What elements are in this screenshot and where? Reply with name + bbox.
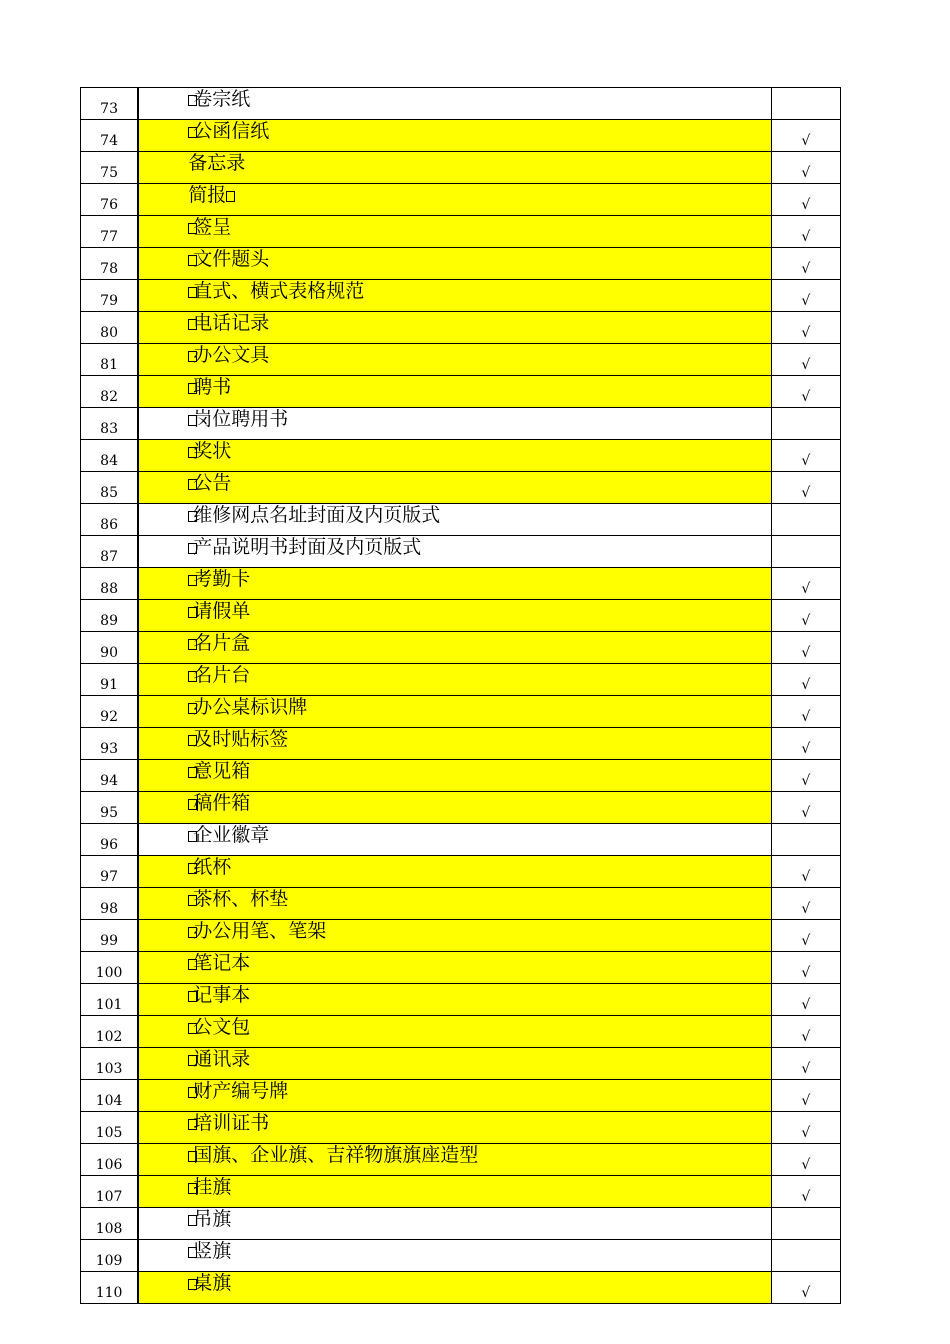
item-name-label: 签呈 (193, 216, 232, 238)
item-name-cell (138, 984, 771, 1016)
item-name-label: 办公文具 (193, 344, 270, 366)
item-name-cell (138, 88, 771, 120)
item-name-cell (138, 888, 771, 920)
checkmark-cell: √ (771, 120, 840, 152)
row-number: 110 (81, 1272, 139, 1304)
item-name-cell (138, 920, 771, 952)
table-row (81, 952, 841, 984)
table-row (81, 888, 841, 920)
item-name-label: 备忘录 (188, 152, 246, 174)
row-number: 95 (81, 792, 139, 824)
row-number: 85 (81, 472, 139, 504)
item-name-label: 通讯录 (193, 1048, 251, 1070)
item-name-label: 办公用笔、笔架 (193, 920, 327, 942)
item-name-label: 办公桌标识牌 (193, 696, 308, 718)
table-row (81, 824, 841, 856)
item-name-cell (138, 216, 771, 248)
table-row (81, 184, 841, 216)
row-number: 108 (81, 1208, 139, 1240)
item-name-cell (138, 184, 771, 216)
checkmark-cell: √ (771, 472, 840, 504)
item-name-cell (138, 248, 771, 280)
row-number: 107 (81, 1176, 139, 1208)
row-number: 104 (81, 1080, 139, 1112)
row-number: 102 (81, 1016, 139, 1048)
item-name-label: 考勤卡 (193, 568, 251, 590)
item-name-label: 维修网点名址封面及内页版式 (193, 504, 441, 526)
checkmark-cell: √ (771, 1080, 840, 1112)
item-name-label: 意见箱 (193, 760, 251, 782)
table-row (81, 568, 841, 600)
row-number: 87 (81, 536, 139, 568)
item-name-cell (138, 376, 771, 408)
table-row (81, 792, 841, 824)
checkmark-cell: √ (771, 600, 840, 632)
checkmark-cell: √ (771, 696, 840, 728)
table-row (81, 1144, 841, 1176)
item-name-cell (138, 664, 771, 696)
item-name-label: 公函信纸 (193, 120, 270, 142)
item-name-label: 卷宗纸 (193, 88, 251, 110)
row-number: 89 (81, 600, 139, 632)
checkmark-cell: √ (771, 248, 840, 280)
item-name-cell (138, 568, 771, 600)
item-name-cell (138, 536, 771, 568)
item-name-cell (138, 1080, 771, 1112)
table-row (81, 696, 841, 728)
item-name-cell (138, 504, 771, 536)
row-number: 76 (81, 184, 139, 216)
row-number: 98 (81, 888, 139, 920)
checkmark-cell: √ (771, 152, 840, 184)
item-name-cell (138, 856, 771, 888)
checkmark-cell: √ (771, 632, 840, 664)
item-name-cell (138, 1016, 771, 1048)
item-name-cell (138, 120, 771, 152)
item-name-label: 挂旗 (193, 1176, 232, 1198)
row-number: 99 (81, 920, 139, 952)
table-row (81, 312, 841, 344)
table-row (81, 344, 841, 376)
checkmark-cell: √ (771, 1112, 840, 1144)
item-name-cell (138, 312, 771, 344)
item-name-label: 公文包 (193, 1016, 251, 1038)
item-name-cell (138, 1272, 771, 1304)
item-name-label: 培训证书 (193, 1112, 270, 1134)
item-name-label: 岗位聘用书 (193, 408, 289, 430)
item-name-cell (138, 824, 771, 856)
table-row (81, 280, 841, 312)
item-name-cell (138, 1176, 771, 1208)
item-name-label: 记事本 (193, 984, 251, 1006)
item-name-label: 竖旗 (193, 1240, 232, 1262)
row-number: 79 (81, 280, 139, 312)
table-row (81, 1016, 841, 1048)
row-number: 100 (81, 952, 139, 984)
table-row (81, 1240, 841, 1272)
row-number: 101 (81, 984, 139, 1016)
checkmark-cell (771, 536, 840, 568)
checkmark-cell: √ (771, 344, 840, 376)
item-name-label: 笔记本 (193, 952, 251, 974)
checkmark-cell: √ (771, 888, 840, 920)
item-name-cell (138, 1144, 771, 1176)
checkmark-cell: √ (771, 952, 840, 984)
row-number: 78 (81, 248, 139, 280)
row-number: 105 (81, 1112, 139, 1144)
checkmark-cell (771, 1208, 840, 1240)
table-row (81, 760, 841, 792)
item-name-cell (138, 1048, 771, 1080)
item-name-cell (138, 1208, 771, 1240)
table-row (81, 1112, 841, 1144)
table-row (81, 120, 841, 152)
table-row (81, 248, 841, 280)
table-row (81, 408, 841, 440)
row-number: 103 (81, 1048, 139, 1080)
table-body (81, 88, 841, 1304)
item-name-cell (138, 792, 771, 824)
item-name-label: 文件题头 (193, 248, 270, 270)
item-name-label: 公告 (193, 472, 232, 494)
item-name-label: 电话记录 (193, 312, 270, 334)
table-row (81, 984, 841, 1016)
table-row (81, 504, 841, 536)
item-name-label: 稿件箱 (193, 792, 251, 814)
table-row (81, 664, 841, 696)
row-number: 109 (81, 1240, 139, 1272)
item-name-cell (138, 952, 771, 984)
table-row (81, 632, 841, 664)
table-row (81, 856, 841, 888)
checkmark-cell: √ (771, 1272, 840, 1304)
checkmark-cell: √ (771, 440, 840, 472)
item-name-label: 及时贴标签 (193, 728, 289, 750)
checkmark-cell: √ (771, 856, 840, 888)
checkmark-cell: √ (771, 1048, 840, 1080)
item-name-label: 国旗、企业旗、吉祥物旗旗座造型 (193, 1144, 479, 1166)
row-number: 82 (81, 376, 139, 408)
row-number: 96 (81, 824, 139, 856)
checkmark-cell: √ (771, 376, 840, 408)
table-row (81, 728, 841, 760)
item-name-cell (138, 760, 771, 792)
row-number: 94 (81, 760, 139, 792)
table-row (81, 440, 841, 472)
item-name-label: 吊旗 (193, 1208, 232, 1230)
table-row (81, 216, 841, 248)
item-name-cell (138, 1240, 771, 1272)
table-row (81, 1208, 841, 1240)
placeholder-box-icon (226, 191, 235, 202)
row-number: 93 (81, 728, 139, 760)
row-number: 74 (81, 120, 139, 152)
item-name-label: 桌旗 (193, 1272, 232, 1294)
row-number: 88 (81, 568, 139, 600)
row-number: 84 (81, 440, 139, 472)
row-number: 75 (81, 152, 139, 184)
item-name-label: 聘书 (193, 376, 232, 398)
row-number: 97 (81, 856, 139, 888)
row-number: 106 (81, 1144, 139, 1176)
checkmark-cell: √ (771, 728, 840, 760)
item-name-label: 茶杯、杯垫 (193, 888, 289, 910)
item-name-cell (138, 408, 771, 440)
table-row (81, 920, 841, 952)
row-number: 83 (81, 408, 139, 440)
checkmark-cell (771, 504, 840, 536)
item-name-label: 直式、横式表格规范 (193, 280, 365, 302)
checkmark-cell: √ (771, 1016, 840, 1048)
item-name-label: 请假单 (193, 600, 251, 622)
item-name-cell (138, 344, 771, 376)
checkmark-cell: √ (771, 920, 840, 952)
item-checklist-table (80, 87, 841, 1304)
row-number: 81 (81, 344, 139, 376)
checkmark-cell: √ (771, 1144, 840, 1176)
item-name-cell (138, 1112, 771, 1144)
item-name-label: 名片台 (193, 664, 251, 686)
item-name-label: 简报 (188, 184, 227, 206)
row-number: 90 (81, 632, 139, 664)
table-row (81, 376, 841, 408)
item-name-cell (138, 472, 771, 504)
row-number: 86 (81, 504, 139, 536)
table-row (81, 1048, 841, 1080)
table-row (81, 1272, 841, 1304)
checkmark-cell: √ (771, 664, 840, 696)
checkmark-cell: √ (771, 312, 840, 344)
row-number: 80 (81, 312, 139, 344)
checkmark-cell: √ (771, 984, 840, 1016)
item-name-cell (138, 728, 771, 760)
checkmark-cell: √ (771, 760, 840, 792)
item-name-cell (138, 280, 771, 312)
checkmark-cell: √ (771, 184, 840, 216)
item-name-label: 产品说明书封面及内页版式 (193, 536, 422, 558)
table-row (81, 472, 841, 504)
table-row (81, 88, 841, 120)
table-row (81, 152, 841, 184)
item-name-cell (138, 632, 771, 664)
item-name-label: 纸杯 (193, 856, 232, 878)
item-name-cell (138, 696, 771, 728)
table-row (81, 1080, 841, 1112)
checkmark-cell (771, 824, 840, 856)
checkmark-cell (771, 408, 840, 440)
checkmark-cell: √ (771, 216, 840, 248)
row-number: 91 (81, 664, 139, 696)
row-number: 92 (81, 696, 139, 728)
checkmark-cell: √ (771, 568, 840, 600)
item-name-label: 名片盒 (193, 632, 251, 654)
checkmark-cell (771, 1240, 840, 1272)
checkmark-cell (771, 88, 840, 120)
table-row (81, 600, 841, 632)
item-name-cell (138, 152, 771, 184)
table-row (81, 536, 841, 568)
item-name-label: 奖状 (193, 440, 232, 462)
row-number: 77 (81, 216, 139, 248)
checkmark-cell: √ (771, 792, 840, 824)
checkmark-cell: √ (771, 1176, 840, 1208)
item-name-label: 企业徽章 (193, 824, 270, 846)
checkmark-cell: √ (771, 280, 840, 312)
item-name-cell (138, 440, 771, 472)
table-row (81, 1176, 841, 1208)
item-name-label: 财产编号牌 (193, 1080, 289, 1102)
item-name-cell (138, 600, 771, 632)
row-number: 73 (81, 88, 139, 120)
